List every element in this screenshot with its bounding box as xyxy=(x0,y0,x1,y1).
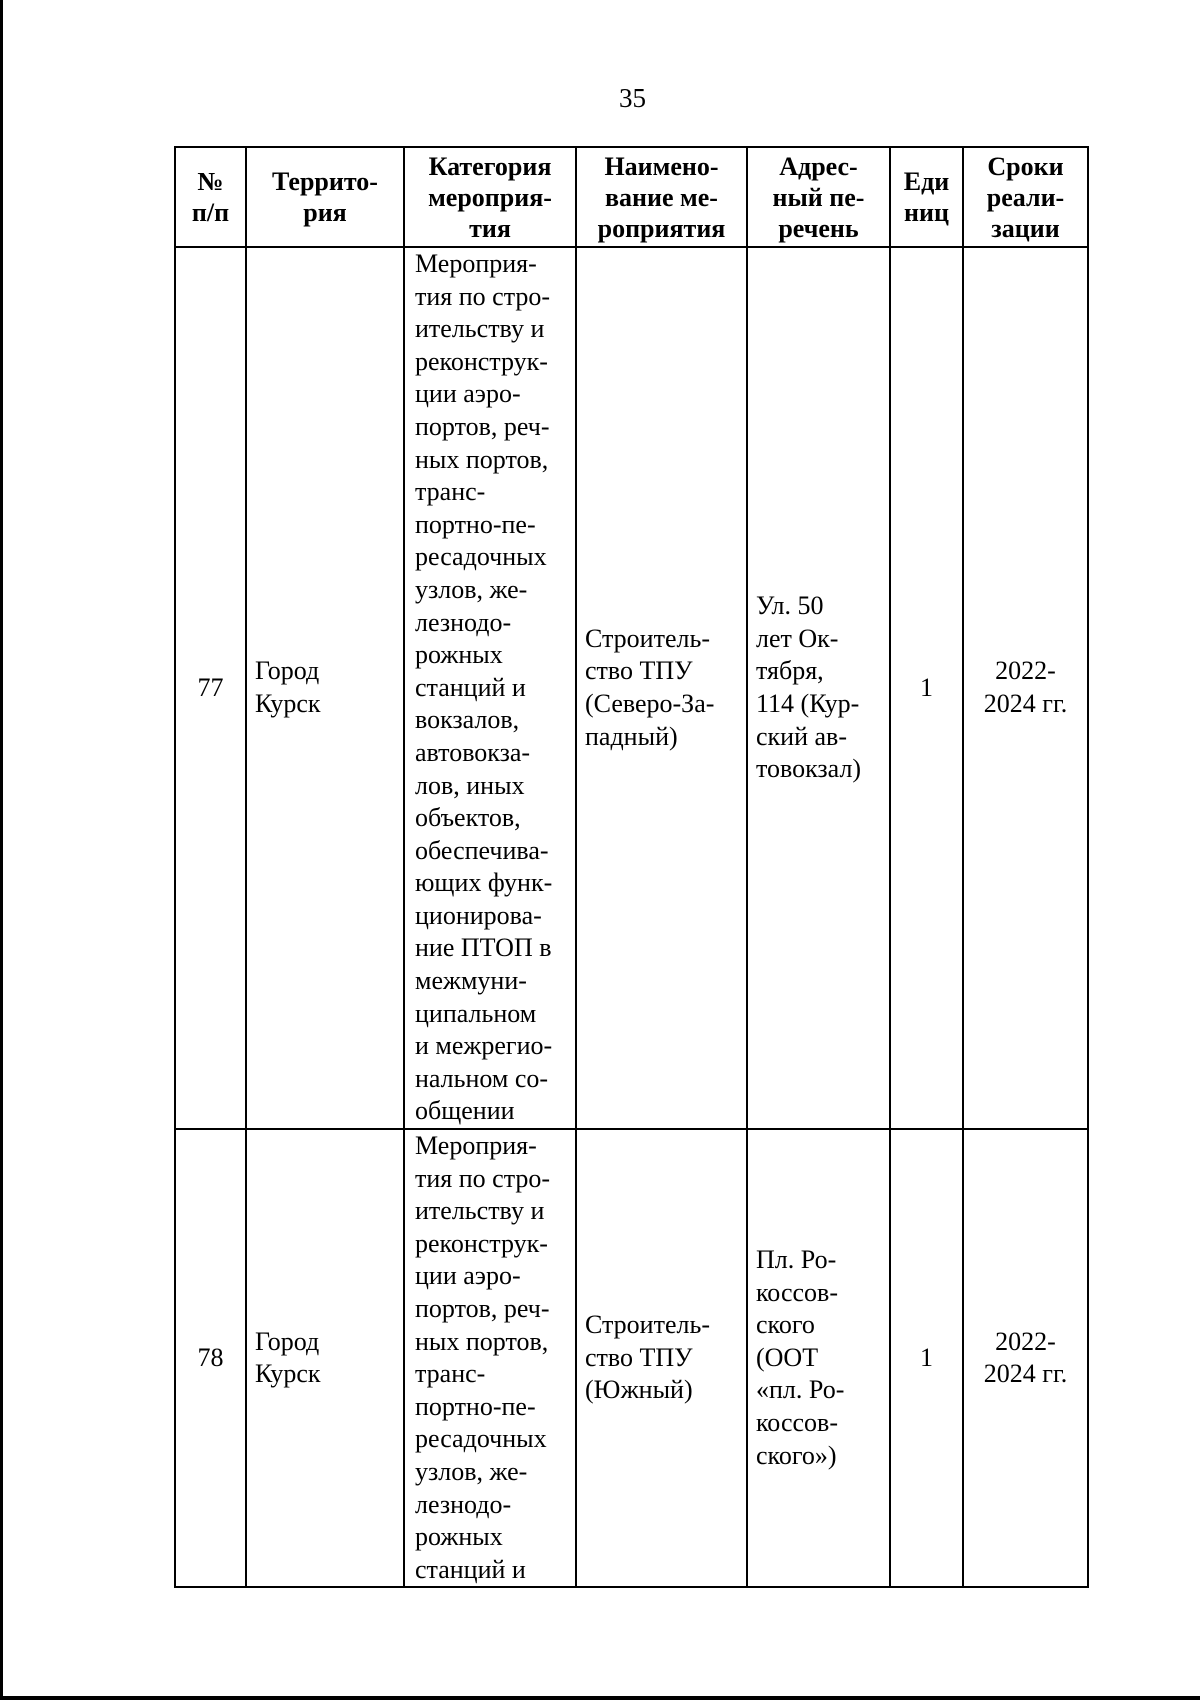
events-table xyxy=(174,146,1089,1588)
header-line: вание ме- xyxy=(605,182,718,212)
term-line: 2024 гг. xyxy=(983,689,1068,719)
address-line: ского») xyxy=(756,1440,837,1470)
address-line: 114 (Кур- xyxy=(756,689,860,719)
header-line: Категория xyxy=(428,151,552,181)
header-line: Наимено- xyxy=(604,151,719,181)
row-address xyxy=(747,1129,890,1587)
row-category xyxy=(404,1129,576,1587)
header-line: роприятия xyxy=(597,213,726,243)
header-line: Еди xyxy=(903,167,950,196)
category-line: обеспечива- xyxy=(415,835,549,865)
address-line: Ул. 50 xyxy=(756,591,824,621)
category-line: лезнодо- xyxy=(415,607,512,637)
row-units: 1 xyxy=(890,1129,963,1587)
term-line: 2024 гг. xyxy=(983,1359,1068,1389)
name-line: ство ТПУ xyxy=(585,1342,693,1372)
page-number: 35 xyxy=(619,83,646,113)
category-line: вокзалов, xyxy=(415,705,520,735)
row-term xyxy=(963,1129,1088,1587)
name-line: (Южный) xyxy=(585,1375,693,1405)
category-line: Мероприя- xyxy=(415,249,537,278)
header-units xyxy=(890,147,963,247)
category-line: ных портов, xyxy=(415,1326,549,1356)
address-line: ский ав- xyxy=(756,721,847,751)
name-line: Строитель- xyxy=(585,1310,710,1340)
row-event-name xyxy=(576,247,747,1129)
category-line: портов, реч- xyxy=(415,1294,550,1323)
address-line: тября, xyxy=(756,656,824,686)
name-line: падный) xyxy=(585,721,678,751)
row-number: 78 xyxy=(175,1129,246,1587)
scan-edge-left xyxy=(0,0,3,1700)
header-line: рия xyxy=(303,198,347,227)
address-line: товокзал) xyxy=(756,754,862,784)
category-line: ресадочных xyxy=(415,542,547,572)
category-line: ции аэро- xyxy=(415,1261,521,1291)
category-line: лезнодо- xyxy=(415,1489,512,1519)
category-line: ющих функ- xyxy=(415,868,553,898)
row-number: 77 xyxy=(175,247,246,1129)
address-line: коссов- xyxy=(756,1277,838,1307)
category-line: межмуни- xyxy=(415,966,527,996)
table-body xyxy=(175,247,1088,1587)
category-line: узлов, же- xyxy=(415,1456,528,1486)
category-line: ционирова- xyxy=(415,900,542,930)
term-line: 2022- xyxy=(995,656,1056,686)
category-line: ципальном xyxy=(415,998,537,1028)
header-line: Адрес- xyxy=(779,151,858,181)
category-line: реконструк- xyxy=(415,346,548,376)
category-line: общении xyxy=(415,1096,515,1126)
header-line: ниц xyxy=(904,198,949,227)
header-line: зации xyxy=(991,213,1060,243)
table-row xyxy=(175,247,1088,1129)
territory-line: Курск xyxy=(255,689,321,719)
category-line: станций и xyxy=(415,672,526,702)
territory-line: Город xyxy=(255,1326,320,1356)
address-line: коссов- xyxy=(756,1408,838,1438)
category-line: реконструк- xyxy=(415,1228,548,1258)
category-line: нальном со- xyxy=(415,1063,549,1093)
category-line: портно-пе- xyxy=(415,509,536,539)
row-units: 1 xyxy=(890,247,963,1129)
row-term xyxy=(963,247,1088,1129)
category-line: тия по стро- xyxy=(415,281,551,311)
name-line: Строитель- xyxy=(585,623,710,653)
header-number xyxy=(175,147,246,247)
header-term xyxy=(963,147,1088,247)
header-line: Сроки xyxy=(987,151,1064,181)
row-category xyxy=(404,247,576,1129)
category-line: транс- xyxy=(415,477,486,507)
category-line: рожных xyxy=(415,640,503,670)
category-line: узлов, же- xyxy=(415,574,528,604)
header-category xyxy=(404,147,576,247)
category-line: ресадочных xyxy=(415,1424,547,1454)
address-line: «пл. Ро- xyxy=(756,1375,845,1405)
category-line: ции аэро- xyxy=(415,379,521,409)
address-line: ского xyxy=(756,1310,815,1340)
header-line: Террито- xyxy=(272,167,378,196)
category-line: объектов, xyxy=(415,803,521,833)
category-line: и межрегио- xyxy=(415,1031,553,1061)
category-line: ние ПТОП в xyxy=(415,933,552,963)
category-line: портно-пе- xyxy=(415,1391,536,1421)
header-line: реали- xyxy=(986,182,1065,212)
header-row xyxy=(175,147,1088,247)
row-event-name xyxy=(576,1129,747,1587)
table-row xyxy=(175,1129,1088,1587)
header-line: мероприя- xyxy=(428,182,552,212)
header-address xyxy=(747,147,890,247)
address-line: (ООТ xyxy=(756,1342,819,1372)
header-line: ный пе- xyxy=(772,182,865,212)
territory-line: Город xyxy=(255,656,320,686)
scan-edge-bottom xyxy=(0,1696,1200,1700)
row-territory xyxy=(246,1129,404,1587)
category-line: автовокза- xyxy=(415,737,531,767)
header-line: п/п xyxy=(191,198,230,227)
category-line: Мероприя- xyxy=(415,1131,537,1161)
table-header xyxy=(175,147,1088,247)
category-line: тия по стро- xyxy=(415,1163,551,1193)
category-line: станций и xyxy=(415,1554,526,1584)
header-line: речень xyxy=(778,213,859,243)
category-line: рожных xyxy=(415,1522,503,1552)
category-line: ительству и xyxy=(415,314,545,344)
category-line: транс- xyxy=(415,1359,486,1389)
category-line: лов, иных xyxy=(415,770,525,800)
name-line: ство ТПУ xyxy=(585,656,693,686)
header-line: тия xyxy=(469,213,511,243)
row-territory xyxy=(246,247,404,1129)
category-line: портов, реч- xyxy=(415,411,550,441)
row-address xyxy=(747,247,890,1129)
address-line: лет Ок- xyxy=(756,623,839,653)
category-line: ительству и xyxy=(415,1196,545,1226)
header-event-name xyxy=(576,147,747,247)
address-line: Пл. Ро- xyxy=(756,1245,837,1275)
header-line: № xyxy=(197,167,224,196)
name-line: (Северо-За- xyxy=(585,689,715,719)
header-territory xyxy=(246,147,404,247)
term-line: 2022- xyxy=(995,1326,1056,1356)
category-line: ных портов, xyxy=(415,444,549,474)
territory-line: Курск xyxy=(255,1359,321,1389)
